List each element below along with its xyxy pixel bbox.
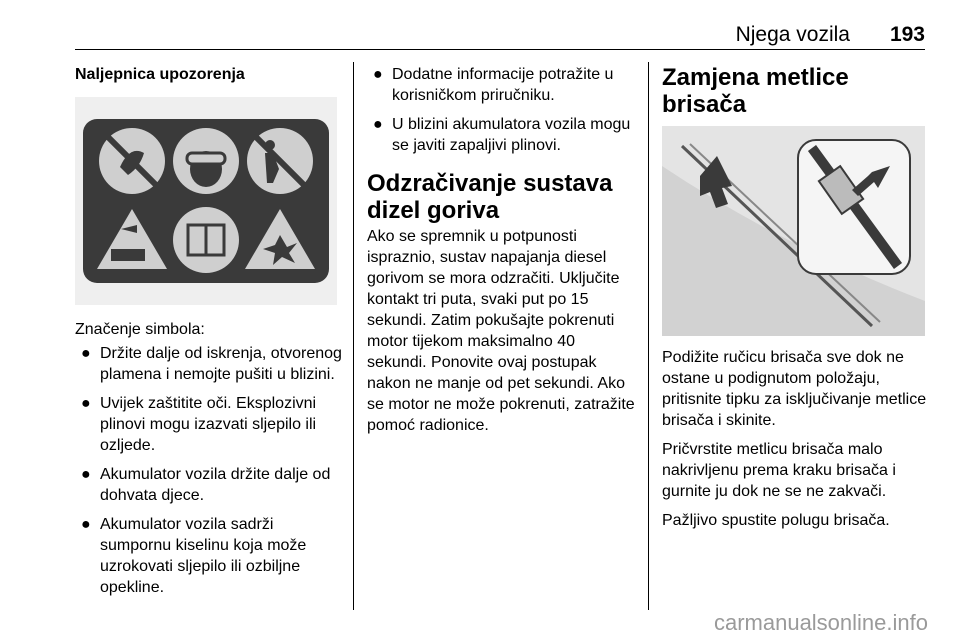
wiper-step-2: Pričvrstite metlicu brisača malo nakrivljenu prema kraku brisača i gurnite ju dok ne se ne zakvači. <box>662 441 896 500</box>
running-header-title: Njega vozila <box>735 23 850 46</box>
list-item: ● Dodatne informacije potražite u korisničkom priručniku. <box>373 66 614 104</box>
symbols-intro: Značenje simbola: <box>75 321 205 338</box>
list-item: ● Uvijek zaštitite oči. Eksplozivni plinovi mogu izazvati sljepilo ili ozljede. <box>81 395 317 454</box>
warning-label-figure <box>75 97 337 305</box>
wiper-blade-illustration <box>662 126 925 336</box>
middle-column <box>367 62 637 436</box>
list-item: ● Akumulator vozila sadrži sumpornu kiselinu koja može uzrokovati sljepilo ili ozbiljne opekline. <box>81 516 307 596</box>
bullet-icon: ● <box>373 116 383 133</box>
diesel-bleeding-paragraph: Ako se spremnik u potpunosti ispraznio, sustav napajanja diesel gorivom se mora odzračiti. Uključite kontakt tri puta, svaki put po 15 sekundi. Zatim pokušajte pokrenuti motor tijekom maksimalno 40 sekundi. Ponovite ovaj postupak nakon ne manje od pet sekundi. Ako se motor ne može pokrenuti, zatražite pomoć radionice. <box>367 228 635 434</box>
page-number: 193 <box>889 23 925 46</box>
bullet-icon: ● <box>373 66 383 83</box>
wiper-blade-figure <box>662 126 925 336</box>
wiper-step-1: Podižite ručicu brisača sve dok ne ostane u podignutom položaju, pritisnite tipku za isključivanje metlice brisača i skinite. <box>662 349 927 429</box>
bullet-icon: ● <box>81 466 91 483</box>
bullet-icon: ● <box>81 516 91 533</box>
additional-info-list <box>367 64 637 156</box>
list-item: ● Akumulator vozila držite dalje od dohvata djece. <box>81 466 331 504</box>
list-item: ● Držite dalje od iskrenja, otvorenog plamena i nemojte pušiti u blizini. <box>81 345 342 383</box>
column-divider-left <box>353 62 354 610</box>
right-column <box>662 62 928 531</box>
bullet-icon: ● <box>81 395 91 412</box>
wiper-step-3: Pažljivo spustite polugu brisača. <box>662 512 890 529</box>
footer-watermark: carmanualsonline.info <box>713 610 928 635</box>
warning-label-heading: Naljepnica upozorenja <box>75 66 245 83</box>
diesel-bleeding-heading: Odzračivanje sustava dizel goriva <box>367 170 613 224</box>
bullet-icon: ● <box>81 345 91 362</box>
left-column <box>75 62 343 606</box>
wiper-blade-heading: Zamjena metlice brisača <box>662 64 849 118</box>
list-item: ● U blizini akumulatora vozila mogu se javiti zapaljivi plinovi. <box>373 116 631 154</box>
warning-symbols-illustration <box>75 97 337 305</box>
header-rule <box>75 49 925 50</box>
symbols-list <box>75 343 343 598</box>
column-divider-right <box>648 62 649 610</box>
